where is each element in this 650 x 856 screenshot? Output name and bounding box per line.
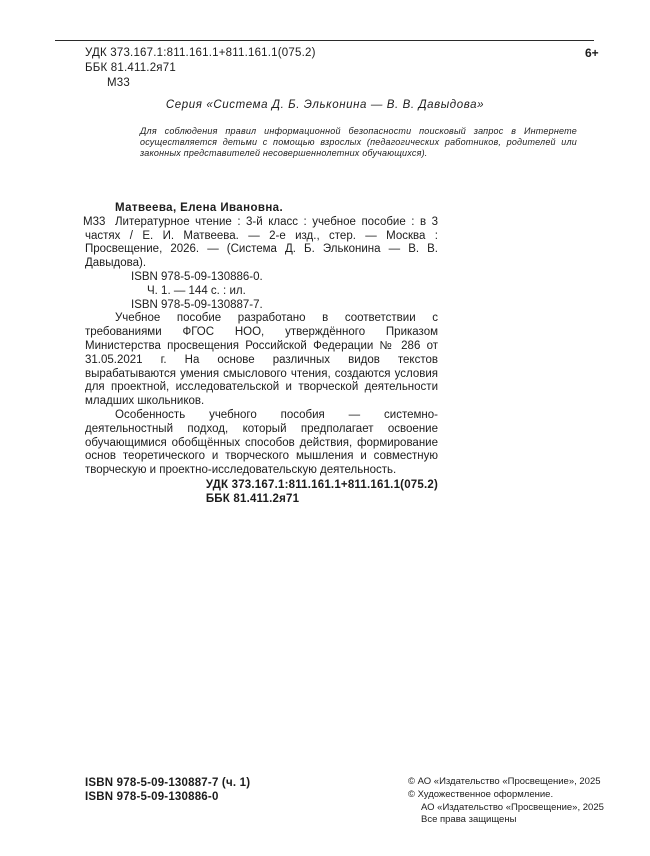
bbk-code-top: ББК 81.411.2я71	[85, 62, 176, 74]
classification-head-block	[85, 46, 316, 91]
top-divider-rule	[55, 40, 594, 41]
catalog-entry-block	[85, 202, 438, 507]
footer-isbn-block	[85, 776, 250, 804]
annotation-paragraph-2: Особенность учебного пособия — системно-деятельностный подход, который предполагает освоение обучающимися обобщённых способов действия, формирование основ теоретического и творческого мышления и совместную творческую и проектно-исследовательскую деятельность.	[85, 408, 438, 477]
bibliographic-description: Литературное чтение : 3-й класс : учебное пособие : в 3 частях / Е. И. Матвеева. — 2-е изд., стер. — Москва : Просвещение, 2026. — (Система Д. Б. Эльконина — В. В. Давыдова).	[85, 215, 438, 270]
copyright-line-design: © Художественное оформление.	[408, 788, 554, 800]
author-sign-entry: М33	[83, 215, 106, 228]
copyright-line-publisher: © АО «Издательство «Просвещение», 2025	[408, 776, 601, 787]
internet-safety-note: Для соблюдения правил информационной безопасности поисковый запрос в Интернете осуществляется детьми с помощью взрослых (педагогических работников, родителей или законных представителей несовершеннолетних обучающихся).	[140, 126, 577, 159]
copyright-line-rights: Все права защищены	[421, 814, 517, 826]
bibliographic-entry	[85, 216, 438, 271]
series-title: Серия «Система Д. Б. Эльконина — В. В. Давыдова»	[165, 99, 485, 111]
bbk-code-bottom: ББК 81.411.2я71	[205, 492, 300, 505]
isbn-series-line: ISBN 978-5-09-130886-0.	[131, 270, 263, 283]
footer-isbn-part: ISBN 978-5-09-130887-7 (ч. 1)	[85, 777, 251, 789]
udk-code-bottom: УДК 373.167.1:811.161.1+811.161.1(075.2)	[205, 478, 438, 491]
classification-bottom-block	[85, 479, 438, 507]
isbn-part-line: ISBN 978-5-09-130887-7.	[131, 298, 263, 311]
copyright-line-design-publisher: АО «Издательство «Просвещение», 2025	[421, 801, 604, 813]
author-name: Матвеева, Елена Ивановна.	[115, 202, 284, 214]
author-sign-top: М33	[107, 77, 130, 89]
footer-isbn-series: ISBN 978-5-09-130886-0	[85, 791, 219, 803]
copyright-block	[408, 776, 604, 827]
annotation-paragraph-1: Учебное пособие разработано в соответствии с требованиями ФГОС НОО, утверждённого Приказом Министерства просвещения Российской Федерации № 286 от 31.05.2021 г. На основе различных видов текстов вырабатываются умения смыслового чтения, создаются условия для проектной, исследовательской и творческой деятельности младших школьников.	[85, 312, 438, 408]
age-rating-badge: 6+	[585, 46, 599, 60]
udk-code-top: УДК 373.167.1:811.161.1+811.161.1(075.2)	[85, 47, 316, 59]
part-info-line: Ч. 1. — 144 с. : ил.	[147, 284, 246, 297]
